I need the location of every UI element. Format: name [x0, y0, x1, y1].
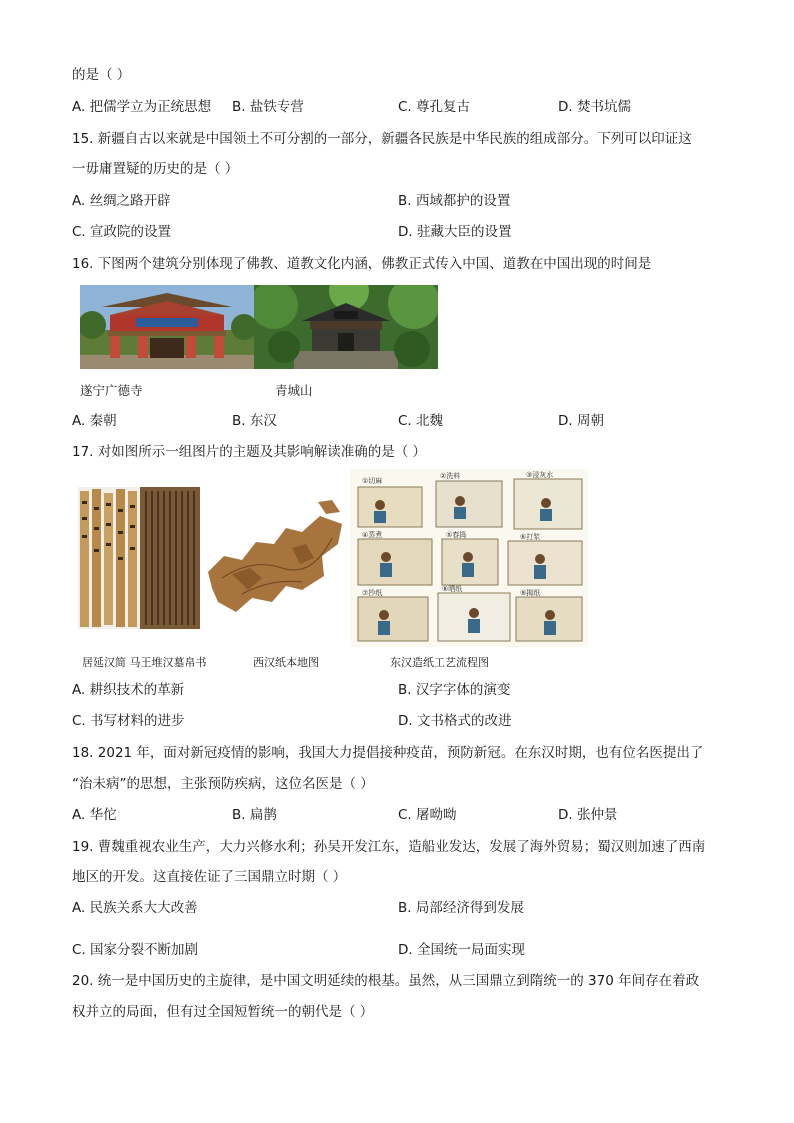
q18-stem-line2: “治未病”的思想，主张预防疾病，这位名医是（ ） [72, 776, 374, 792]
q15-option-c[interactable]: C. 宣政院的设置 [72, 224, 172, 240]
diagram-label-2: ②洗料 [440, 472, 461, 480]
diagram-label-5: ⑤舂捣 [446, 531, 467, 539]
q18-option-a[interactable]: A. 华佗 [72, 807, 117, 823]
q17-caption-papermaking: 东汉造纸工艺流程图 [390, 656, 489, 669]
diagram-label-9: ⑨揭纸 [520, 589, 541, 597]
diagram-label-6: ⑥打浆 [520, 533, 541, 541]
q19-stem-line2: 地区的开发。这直接佐证了三国鼎立时期（ ） [72, 869, 347, 885]
diagram-label-8: ⑧晒纸 [442, 585, 463, 593]
qingcheng-mountain-photo [254, 285, 438, 369]
q20-stem-line1: 20. 统一是中国历史的主旋律，是中国文明延续的根基。虽然，从三国鼎立到隋统一的 370 年间存在着政 [72, 973, 700, 989]
q17-option-b[interactable]: B. 汉字字体的演变 [398, 682, 511, 698]
q16-caption-qingcheng: 青城山 [275, 383, 313, 398]
q19-option-d[interactable]: D. 全国统一局面实现 [398, 942, 525, 958]
q15-option-b[interactable]: B. 西域都护的设置 [398, 193, 511, 209]
q17-option-c[interactable]: C. 书写材料的进步 [72, 713, 185, 729]
guangde-temple-photo [80, 285, 254, 369]
q15-option-d[interactable]: D. 驻藏大臣的设置 [398, 224, 512, 240]
q17-stem: 17. 对如图所示一组图片的主题及其影响解读准确的是（ ） [72, 444, 427, 460]
q17-option-a[interactable]: A. 耕织技术的革新 [72, 682, 185, 698]
q15-stem-line1: 15. 新疆自古以来就是中国领土不可分割的一部分，新疆各民族是中华民族的组成部分。下列可以印证这 [72, 131, 692, 147]
diagram-label-3: ③浸灰水 [526, 471, 554, 479]
diagram-label-7: ⑦抄纸 [362, 589, 383, 597]
q17-caption-slips-silk: 居延汉简 马王堆汉墓帛书 [82, 656, 207, 669]
q20-stem-line2: 权并立的局面，但有过全国短暂统一的朝代是（ ） [72, 1004, 374, 1020]
q16-option-c[interactable]: C. 北魏 [398, 413, 444, 429]
q16-option-a[interactable]: A. 秦朝 [72, 413, 117, 429]
q14-option-c[interactable]: C. 尊孔复古 [398, 99, 471, 115]
q19-option-a[interactable]: A. 民族关系大大改善 [72, 900, 198, 916]
q16-option-b[interactable]: B. 东汉 [232, 413, 277, 429]
q18-option-d[interactable]: D. 张仲景 [558, 807, 618, 823]
q19-option-c[interactable]: C. 国家分裂不断加剧 [72, 942, 199, 958]
q17-option-d[interactable]: D. 文书格式的改进 [398, 713, 512, 729]
q16-option-d[interactable]: D. 周朝 [558, 413, 604, 429]
q16-stem: 16. 下图两个建筑分别体现了佛教、道教文化内涵，佛教正式传入中国、道教在中国出现的时间是 [72, 256, 652, 272]
eastern-han-papermaking-diagram [350, 469, 588, 647]
q14-option-d[interactable]: D. 焚书坑儒 [558, 99, 631, 115]
diagram-label-4: ④蒸煮 [362, 531, 383, 539]
q15-stem-line2: 一毋庸置疑的历史的是（ ） [72, 161, 239, 177]
q19-option-b[interactable]: B. 局部经济得到发展 [398, 900, 524, 916]
q14-option-a[interactable]: A. 把儒学立为正统思想 [72, 99, 212, 115]
q16-caption-guangde: 遂宁广德寺 [80, 383, 143, 398]
q18-stem-line1: 18. 2021 年，面对新冠疫情的影响，我国大力提倡接种疫苗，预防新冠。在东汉时期，也有位名医提出了 [72, 745, 704, 761]
q18-option-c[interactable]: C. 屠呦呦 [398, 807, 457, 823]
q17-caption-paper-map: 西汉纸本地图 [253, 656, 319, 669]
juyan-slips-mawangdui-silk-photo [78, 487, 200, 629]
q15-option-a[interactable]: A. 丝绸之路开辟 [72, 193, 171, 209]
diagram-label-1: ①切麻 [362, 477, 383, 485]
western-han-paper-map-photo [202, 498, 348, 622]
q19-stem-line1: 19. 曹魏重视农业生产，大力兴修水利；孙吴开发江东，造船业发达，发展了海外贸易；蜀汉则加速了西南 [72, 839, 706, 855]
q14-option-b[interactable]: B. 盐铁专营 [232, 99, 304, 115]
q14-stem-tail: 的是（ ） [72, 67, 131, 83]
q18-option-b[interactable]: B. 扁鹊 [232, 807, 277, 823]
